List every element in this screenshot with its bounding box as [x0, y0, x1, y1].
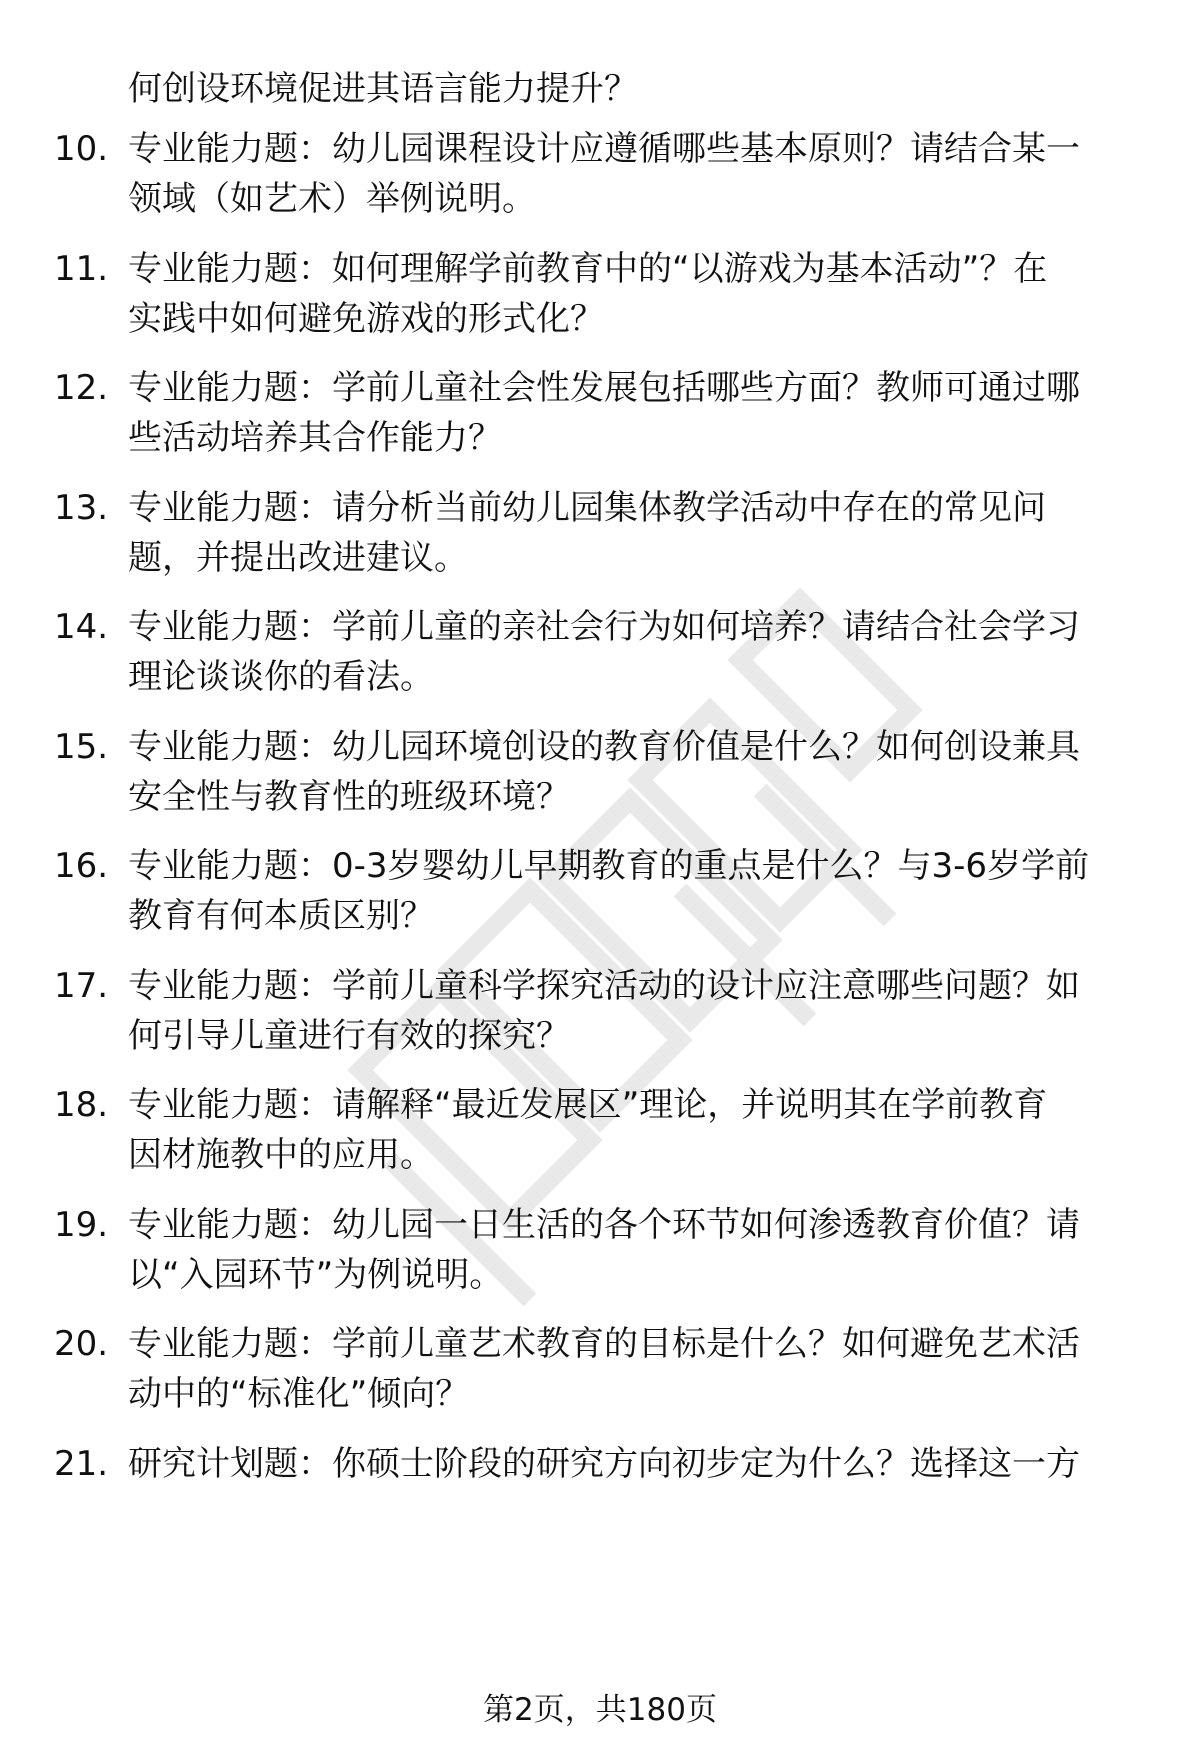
- question-text: [128, 722, 1148, 822]
- question-text: [128, 1080, 1148, 1180]
- question-text-line: 专业能力题：学前儿童科学探究活动的设计应注意哪些问题？如: [128, 966, 1080, 1006]
- question-item: [0, 1200, 1200, 1310]
- question-text: [128, 1319, 1148, 1419]
- question-number: 20.: [54, 1324, 109, 1364]
- question-text-line: 领域（如艺术）举例说明。: [128, 179, 536, 219]
- question-item: [0, 1080, 1200, 1190]
- question-number: 11.: [54, 249, 109, 289]
- question-text-line: 研究计划题：你硕士阶段的研究方向初步定为什么？选择这一方: [128, 1444, 1080, 1484]
- question-text-line: 实践中如何避免游戏的形式化？: [128, 299, 604, 339]
- question-text-line: 专业能力题：请解释“最近发展区”理论，并说明其在学前教育: [128, 1085, 1048, 1125]
- question-text: [128, 1200, 1148, 1300]
- question-number: 10.: [54, 129, 109, 169]
- question-item: [0, 483, 1200, 593]
- question-text-line: 专业能力题：0-3岁婴幼儿早期教育的重点是什么？与3-6岁学前: [128, 846, 1090, 886]
- question-number: 18.: [54, 1085, 109, 1125]
- question-text-line: 专业能力题：学前儿童的亲社会行为如何培养？请结合社会学习: [128, 607, 1080, 647]
- question-item: [0, 124, 1200, 234]
- question-item: [0, 363, 1200, 473]
- question-number: 12.: [54, 368, 109, 408]
- question-number: 19.: [54, 1205, 109, 1245]
- question-item: [0, 1319, 1200, 1429]
- question-number: 14.: [54, 607, 109, 647]
- question-text-line: 何引导儿童进行有效的探究？: [128, 1016, 570, 1056]
- question-text: [128, 602, 1148, 702]
- question-item: [0, 602, 1200, 712]
- question-text-line: 专业能力题：学前儿童艺术教育的目标是什么？如何避免艺术活: [128, 1324, 1080, 1364]
- question-text-line: 专业能力题：如何理解学前教育中的“以游戏为基本活动”？在: [128, 249, 1048, 289]
- question-number: 13.: [54, 488, 109, 528]
- question-text-line: 专业能力题：学前儿童社会性发展包括哪些方面？教师可通过哪: [128, 368, 1080, 408]
- question-text-line: 专业能力题：请分析当前幼儿园集体教学活动中存在的常见问: [128, 488, 1046, 528]
- question-number: 16.: [54, 846, 109, 886]
- question-text-line: 专业能力题：幼儿园课程设计应遵循哪些基本原则？请结合某一: [128, 129, 1080, 169]
- question-item: [0, 722, 1200, 832]
- question-number: 21.: [54, 1444, 109, 1484]
- question-text-line: 些活动培养其合作能力？: [128, 418, 502, 458]
- question-text-line: 专业能力题：幼儿园一日生活的各个环节如何渗透教育价值？请: [128, 1205, 1080, 1245]
- question-text-line: 动中的“标准化”倾向？: [128, 1374, 470, 1414]
- page-footer: 第2页，共180页: [483, 1692, 717, 1728]
- question-text: [128, 363, 1148, 463]
- question-text-line: 题，并提出改进建议。: [128, 538, 468, 578]
- question-text-line: 专业能力题：幼儿园环境创设的教育价值是什么？如何创设兼具: [128, 727, 1080, 767]
- question-number: 15.: [54, 727, 109, 767]
- question-text: [128, 244, 1148, 344]
- continuation-text: 何创设环境促进其语言能力提升？: [128, 69, 638, 109]
- question-text-line: 以“入园环节”为例说明。: [128, 1255, 504, 1295]
- question-text: [128, 483, 1148, 583]
- question-text: [128, 841, 1148, 941]
- question-text-line: 因材施教中的应用。: [128, 1135, 434, 1175]
- question-text: [128, 961, 1148, 1061]
- question-item: [0, 244, 1200, 354]
- question-item: [0, 1439, 1200, 1549]
- question-number: 17.: [54, 966, 109, 1006]
- question-text: [128, 1439, 1148, 1489]
- question-text-line: 安全性与教育性的班级环境？: [128, 777, 570, 817]
- question-text-line: 理论谈谈你的看法。: [128, 657, 434, 697]
- question-item: [0, 841, 1200, 951]
- question-item: [0, 961, 1200, 1071]
- question-text: [128, 124, 1148, 224]
- question-text-line: 教育有何本质区别？: [128, 896, 434, 936]
